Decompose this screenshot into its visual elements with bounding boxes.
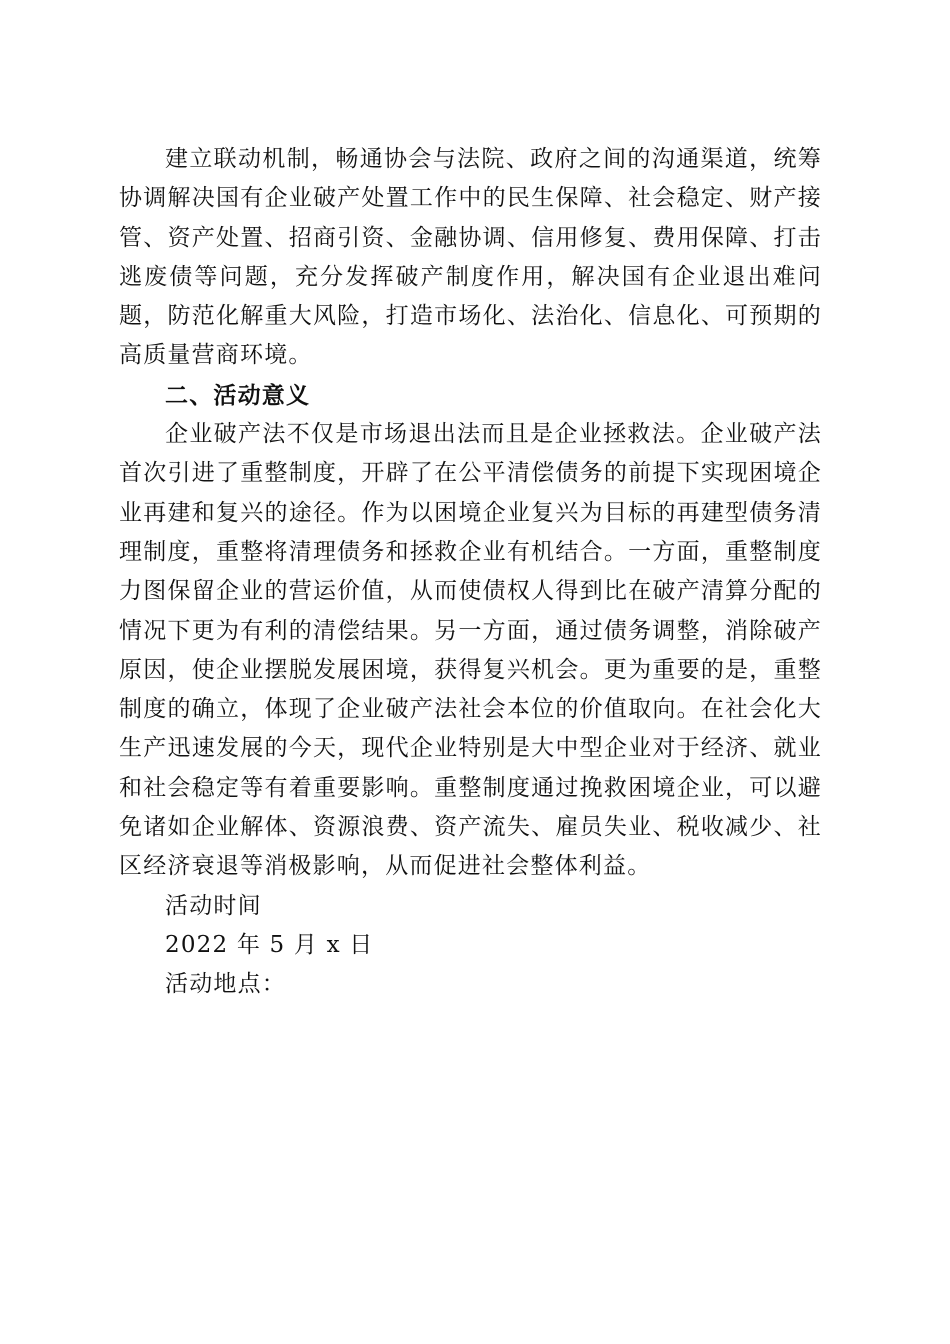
activity-time-value: 2022 年 5 月 x 日: [165, 931, 374, 958]
section-heading-activity-significance: 二、活动意义: [165, 381, 311, 409]
document-page: [119, 140, 822, 1005]
activity-time-label: 活动时间: [165, 892, 262, 919]
paragraph-activity-significance: 企业破产法不仅是市场退出法而且是企业拯救法。企业破产法首次引进了重整制度，开辟了在公平清偿债务的前提下实现困境企业再建和复兴的途径。作为以困境企业复兴为目标的再建型债务清理制度，重整将清理债务和拯救企业有机结合。一方面，重整制度力图保留企业的营运价值，从而使债权人得到比在破产清算分配的情况下更为有利的清偿结果。另一方面，通过债务调整，消除破产原因，使企业摆脱发展困境，获得复兴机会。更为重要的是，重整制度的确立，体现了企业破产法社会本位的价值取向。在社会化大生产迅速发展的今天，现代企业特别是大中型企业对于经济、就业和社会稳定等有着重要影响。重整制度通过挽救困境企业，可以避免诸如企业解体、资源浪费、资产流失、雇员失业、税收减少、社区经济衰退等消极影响，从而促进社会整体利益。: [119, 421, 822, 880]
paragraph-linkage-mechanism: 建立联动机制，畅通协会与法院、政府之间的沟通渠道，统筹协调解决国有企业破产处置工作中的民生保障、社会稳定、财产接管、资产处置、招商引资、金融协调、信用修复、费用保障、打击逃废债等问题，充分发挥破产制度作用，解决国有企业退出难问题，防范化解重大风险，打造市场化、法治化、信息化、可预期的高质量营商环境。: [119, 146, 822, 369]
activity-location-label: 活动地点：: [165, 971, 286, 998]
